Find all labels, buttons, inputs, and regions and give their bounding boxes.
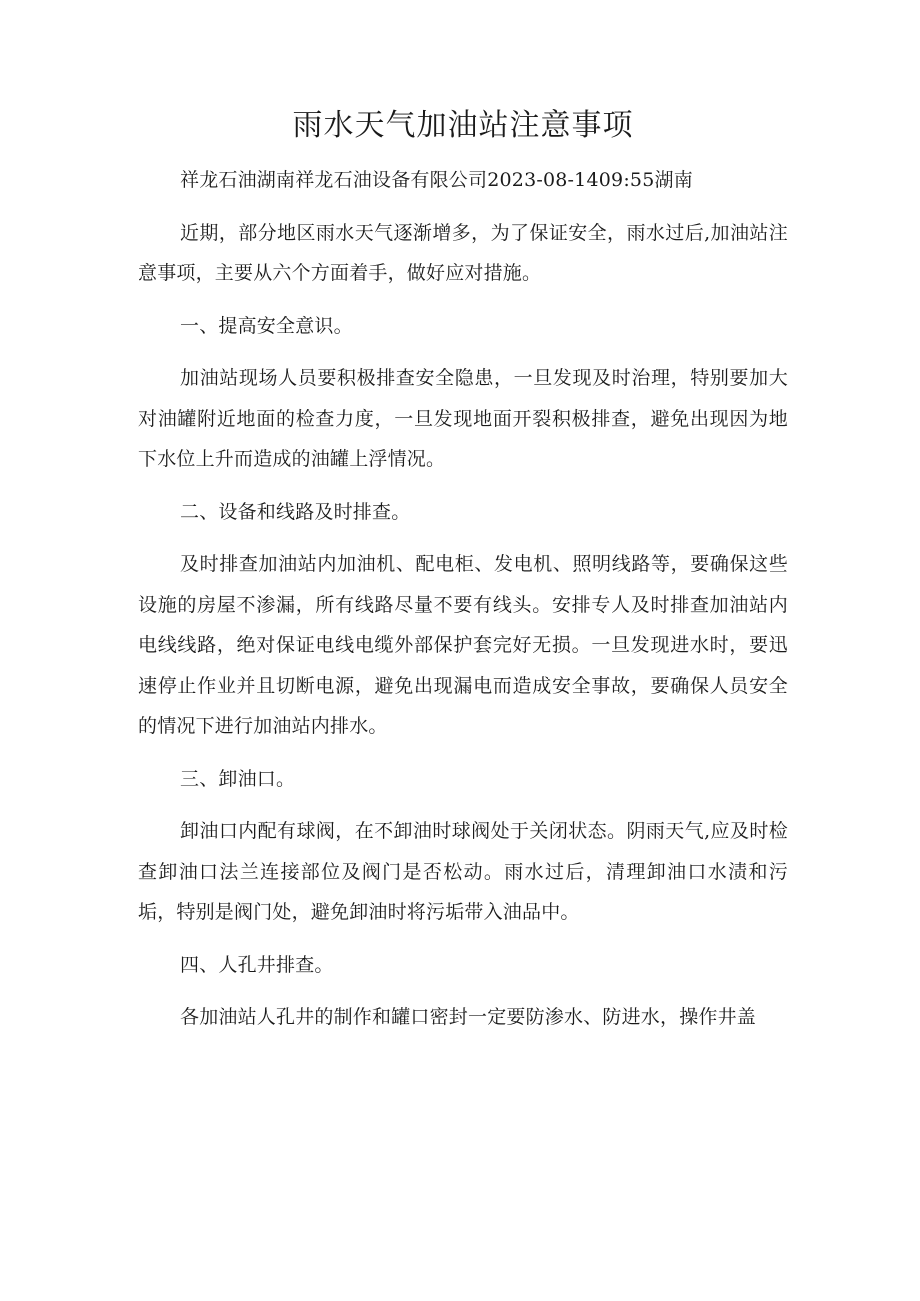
section-paragraph-2: 及时排查加油站内加油机、配电柜、发电机、照明线路等，要确保这些设施的房屋不渗漏，所有线路尽量不要有线头。安排专人及时排查加油站内电线线路，绝对保证电线电缆外部保护套完好无损。一旦发现进水时，要迅速停止作业并且切断电源，避免出现漏电而造成安全事故，要确保人员安全的情况下进行加油站内排水。 bbox=[138, 553, 788, 737]
section-paragraph-3: 卸油口内配有球阀，在不卸油时球阀处于关闭状态。阴雨天气,应及时检查卸油口法兰连接部位及阀门是否松动。雨水过后，清理卸油口水渍和污垢，特别是阀门处，避免卸油时将污垢带入油品中。 bbox=[138, 820, 788, 923]
section-paragraph-1: 加油站现场人员要积极排查安全隐患，一旦发现及时治理，特别要加大对油罐附近地面的检查力度，一旦发现地面开裂积极排查，避免出现因为地下水位上升而造成的油罐上浮情况。 bbox=[138, 367, 788, 470]
source-line: 祥龙石油湖南祥龙石油设备有限公司2023-08-1409:55湖南 bbox=[180, 169, 693, 191]
section-heading-4: 四、人孔井排查。 bbox=[180, 953, 334, 976]
section-paragraph-4: 各加油站人孔井的制作和罐口密封一定要防渗水、防进水，操作井盖 bbox=[180, 1006, 757, 1028]
document-body bbox=[138, 160, 788, 1038]
section-heading-3: 三、卸油口。 bbox=[180, 767, 296, 790]
section-heading-1: 一、提高安全意识。 bbox=[180, 314, 353, 337]
section-heading-2: 二、设备和线路及时排查。 bbox=[180, 500, 411, 523]
intro-paragraph: 近期，部分地区雨水天气逐渐增多，为了保证安全，雨水过后,加油站注意事项，主要从六个方面着手，做好应对措施。 bbox=[138, 221, 788, 284]
document-title: 雨水天气加油站注意事项 bbox=[292, 108, 634, 143]
